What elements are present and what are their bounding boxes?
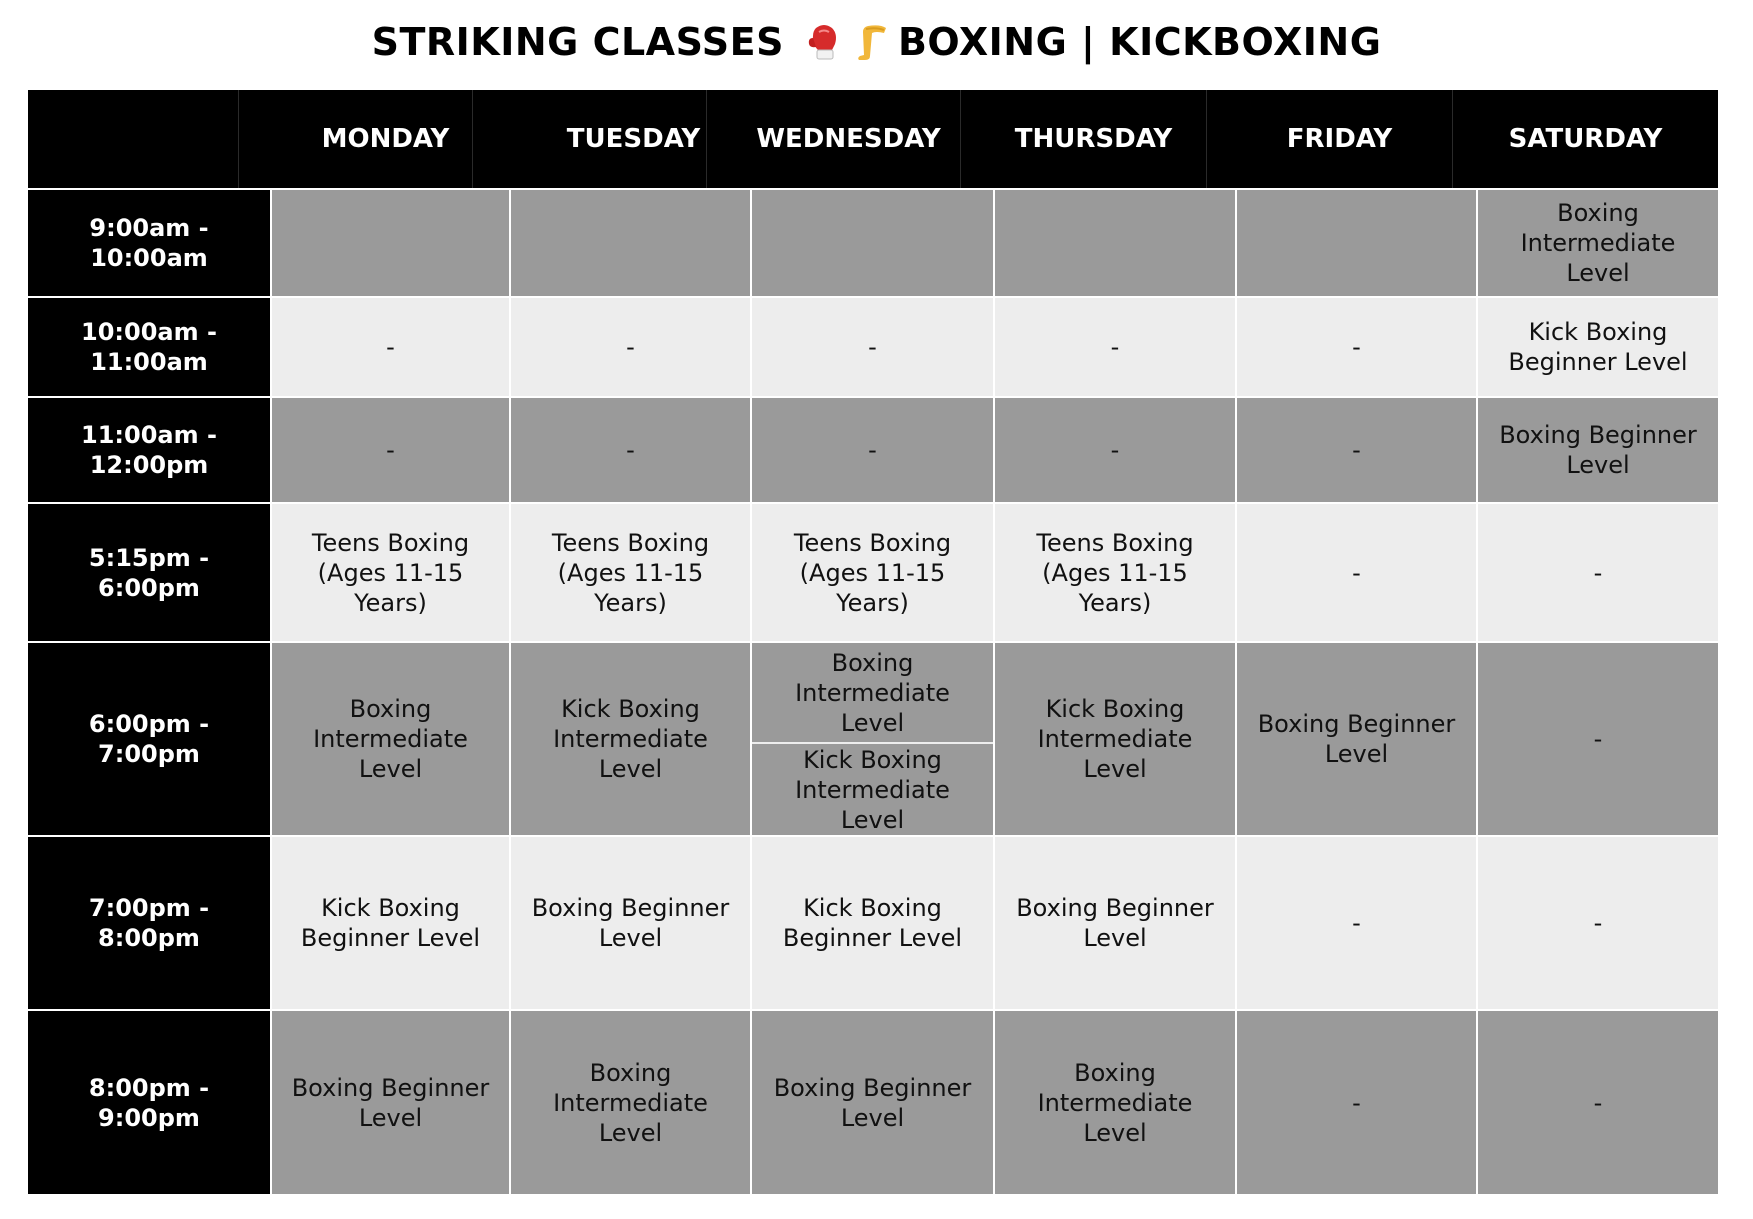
class-cell: - (752, 298, 993, 396)
class-cell: Boxing Intermediate Level (511, 1011, 750, 1194)
class-cell: - (1237, 298, 1476, 396)
time-slot: 10:00am - 11:00am (28, 298, 270, 396)
class-cell: Kick Boxing Intermediate Level (995, 643, 1235, 835)
class-cell (272, 190, 509, 296)
header-corner (28, 90, 238, 188)
class-cell: - (1237, 504, 1476, 641)
class-cell: Boxing Beginner Level (752, 1011, 993, 1194)
class-cell (752, 190, 993, 296)
header-monday: MONDAY (238, 90, 472, 188)
class-cell: - (1478, 1011, 1718, 1194)
time-slot: 11:00am - 12:00pm (28, 398, 270, 502)
class-cell (995, 190, 1235, 296)
header-thursday: THURSDAY (960, 90, 1206, 188)
class-cell: Boxing Beginner Level (1478, 398, 1718, 502)
time-slot: 7:00pm - 8:00pm (28, 837, 270, 1009)
leg-kick-icon (850, 20, 894, 64)
class-cell: Boxing Intermediate Level (995, 1011, 1235, 1194)
class-cell: - (1478, 643, 1718, 835)
class-cell: Boxing Beginner Level (511, 837, 750, 1009)
class-cell: - (1237, 837, 1476, 1009)
boxing-glove-icon (802, 20, 846, 64)
title-left: STRIKING CLASSES (371, 20, 784, 64)
class-cell: Boxing Beginner Level (1237, 643, 1476, 835)
class-cell: Boxing Beginner Level (272, 1011, 509, 1194)
time-slot: 6:00pm - 7:00pm (28, 643, 270, 835)
class-cell: - (1237, 1011, 1476, 1194)
class-cell: Kick Boxing Intermediate Level (752, 744, 993, 835)
class-cell: - (1478, 504, 1718, 641)
class-cell: Boxing Intermediate Level (272, 643, 509, 835)
header-friday: FRIDAY (1206, 90, 1452, 188)
class-cell: Boxing Intermediate Level (1478, 190, 1718, 296)
class-cell: Boxing Intermediate Level (752, 643, 993, 742)
class-cell: - (995, 298, 1235, 396)
class-cell: - (752, 398, 993, 502)
header-tuesday: TUESDAY (472, 90, 706, 188)
header-wednesday: WEDNESDAY (706, 90, 960, 188)
time-slot: 9:00am - 10:00am (28, 190, 270, 296)
title-right: BOXING | KICKBOXING (897, 20, 1382, 64)
class-cell: Teens Boxing (Ages 11-15 Years) (511, 504, 750, 641)
day-header-row (28, 90, 1718, 188)
page-title (0, 14, 1753, 70)
class-cell: - (511, 298, 750, 396)
class-cell: - (272, 298, 509, 396)
class-cell (511, 190, 750, 296)
time-slot: 5:15pm - 6:00pm (28, 504, 270, 641)
class-cell: Kick Boxing Intermediate Level (511, 643, 750, 835)
class-cell: Teens Boxing (Ages 11-15 Years) (752, 504, 993, 641)
class-cell: - (1478, 837, 1718, 1009)
header-saturday: SATURDAY (1452, 90, 1718, 188)
class-cell: - (272, 398, 509, 502)
class-cell: Teens Boxing (Ages 11-15 Years) (995, 504, 1235, 641)
class-cell: Kick Boxing Beginner Level (272, 837, 509, 1009)
class-cell: Kick Boxing Beginner Level (752, 837, 993, 1009)
class-cell: - (1237, 398, 1476, 502)
time-slot: 8:00pm - 9:00pm (28, 1011, 270, 1194)
class-cell: Boxing Beginner Level (995, 837, 1235, 1009)
schedule-grid (28, 190, 1718, 1194)
class-cell: Kick Boxing Beginner Level (1478, 298, 1718, 396)
class-cell: - (995, 398, 1235, 502)
class-cell: - (511, 398, 750, 502)
class-cell: Teens Boxing (Ages 11-15 Years) (272, 504, 509, 641)
class-cell (1237, 190, 1476, 296)
